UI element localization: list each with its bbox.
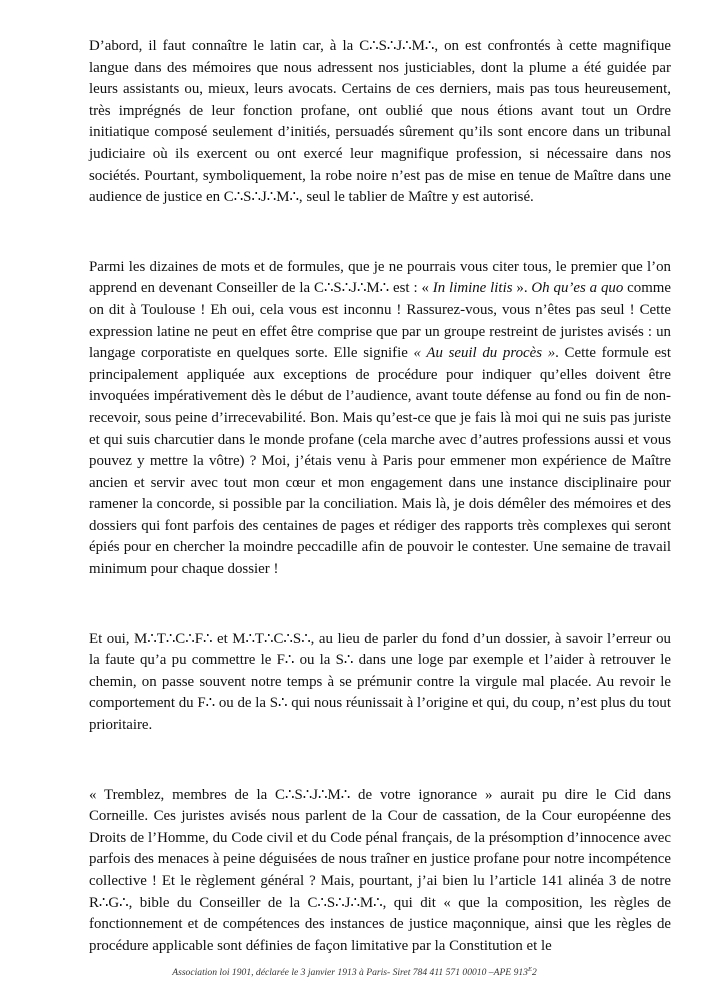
paragraph-2-text-3: comme on dit à Toulouse ! Eh oui, cela vous est inconnu ! Rassurez-vous, vous n’êtes pas seul ! Cette expression latine ne peut en effet être comprise que par un groupe restreint de juristes avisés : un langage corporatiste en quelques sorte. Elle signifie xyxy=(89,280,671,362)
latin-phrase-in-limine-litis: In limine litis xyxy=(432,280,513,297)
paragraph-2-text-1: Parmi les dizaines de mots et de formules, que je ne pourrais vous citer tous, le premier que l’on apprend en devenant Conseiller de la C∴S∴J∴M∴ est : « xyxy=(89,258,671,297)
footer-superscript: E xyxy=(527,966,532,973)
footer-text: Association loi 1901, déclarée le 3 janvier 1913 à Paris- Siret 784 411 571 00010 –APE 913 xyxy=(172,967,528,979)
paragraph-3: Et oui, M∴T∴C∴F∴ et M∴T∴C∴S∴, au lieu de parler du fond d’un dossier, à savoir l’erreur ou la faute qu’a pu commettre le F∴ ou la S∴ dans une loge par exemple et l’aider à retrouver le chemin, on passe souvent notre temps à se prémunir contre la virgule mal placée. Au revoir le comportement du F∴ ou de la S∴ qui nous réunissait à l’origine et qui, du coup, n’est plus du tout prioritaire. xyxy=(89,630,671,734)
occitan-phrase: Oh qu’es a quo xyxy=(531,280,624,297)
paragraph-4: « Tremblez, membres de la C∴S∴J∴M∴ de votre ignorance » aurait pu dire le Cid dans Corneille. Ces juristes avisés nous parlent de la Cour de cassation, de la Cour européenne des Droits de l’Homme, du Code civil et du Code pénal français, de la présomption d’innocence avec parfois des menaces à peine déguisées de nous traîner en justice profane pour notre incompétence collective ! Et le règlement général ? Mais, pourtant, j’ai bien lu l’article 141 alinéa 3 de notre R∴G∴, bible du Conseiller de la C∴S∴J∴M∴, qui dit « que la composition, les règles de fonctionnement et de compétences des instances de justice maçonnique, ainsi que les règles de procédure applicable sont définies de façon limitative par la Constitution et le xyxy=(89,786,671,954)
paragraph-1: D’abord, il faut connaître le latin car, à la C∴S∴J∴M∴, on est confrontés à cette magnifique langue dans des mémoires que nous adressent nos justiciables, dont la plume a été guidée par leurs assistants ou, mieux, leurs avocats. Certains de ces derniers, mais pas tous heureusement, très imprégnés de leur fonction profane, ont oublié que nous étions avant tout un Ordre initiatique composé seulement d’initiés, persuadés sûrement qu’ils sont encore dans un tribunal judiciaire où ils exercent ou ont exercé leur magnifique profession, si nécessaire dans nos sociétés. Pourtant, symboliquement, la robe noire n’est pas de mise en tenue de Maître dans une audience de justice en C∴S∴J∴M∴, seul le tablier de Maître y est autorisé. xyxy=(89,38,671,206)
document-page xyxy=(89,36,671,957)
footer-tail: 2 xyxy=(531,967,537,979)
translation-phrase: « Au seuil du procès » xyxy=(413,345,556,362)
page-footer xyxy=(0,966,709,978)
paragraph-2 xyxy=(89,257,671,581)
paragraph-2-text-4: . Cette formule est principalement appliquée aux exceptions de procédure pour indiquer qu’elles doivent être invoquées impérativement dès le début de l’audience, avant toute défense au fond ou fin de non-recevoir, sous peine d’irrecevabilité. Bon. Mais qu’est-ce que je fais là moi qui ne suis pas juriste et qui suis charcutier dans le monde profane (cela marche avec d’autres professions aussi et vous pouvez y mettre la vôtre) ? Moi, j’étais venu à Paris pour emmener mon expérience de Maître ancien et servir avec tout mon cœur et mon engagement dans une instance disciplinaire pour ramener la concorde, si possible par la conciliation. Mais là, je dois démêler des mémoires et des dossiers qui font parfois des centaines de pages et rédiger des rapports très complexes qui seront épiés pour en chercher la moindre peccadille afin de pouvoir le contester. Une semaine de travail minimum pour chaque dossier ! xyxy=(89,345,671,578)
paragraph-2-text-2: ». xyxy=(512,280,532,297)
